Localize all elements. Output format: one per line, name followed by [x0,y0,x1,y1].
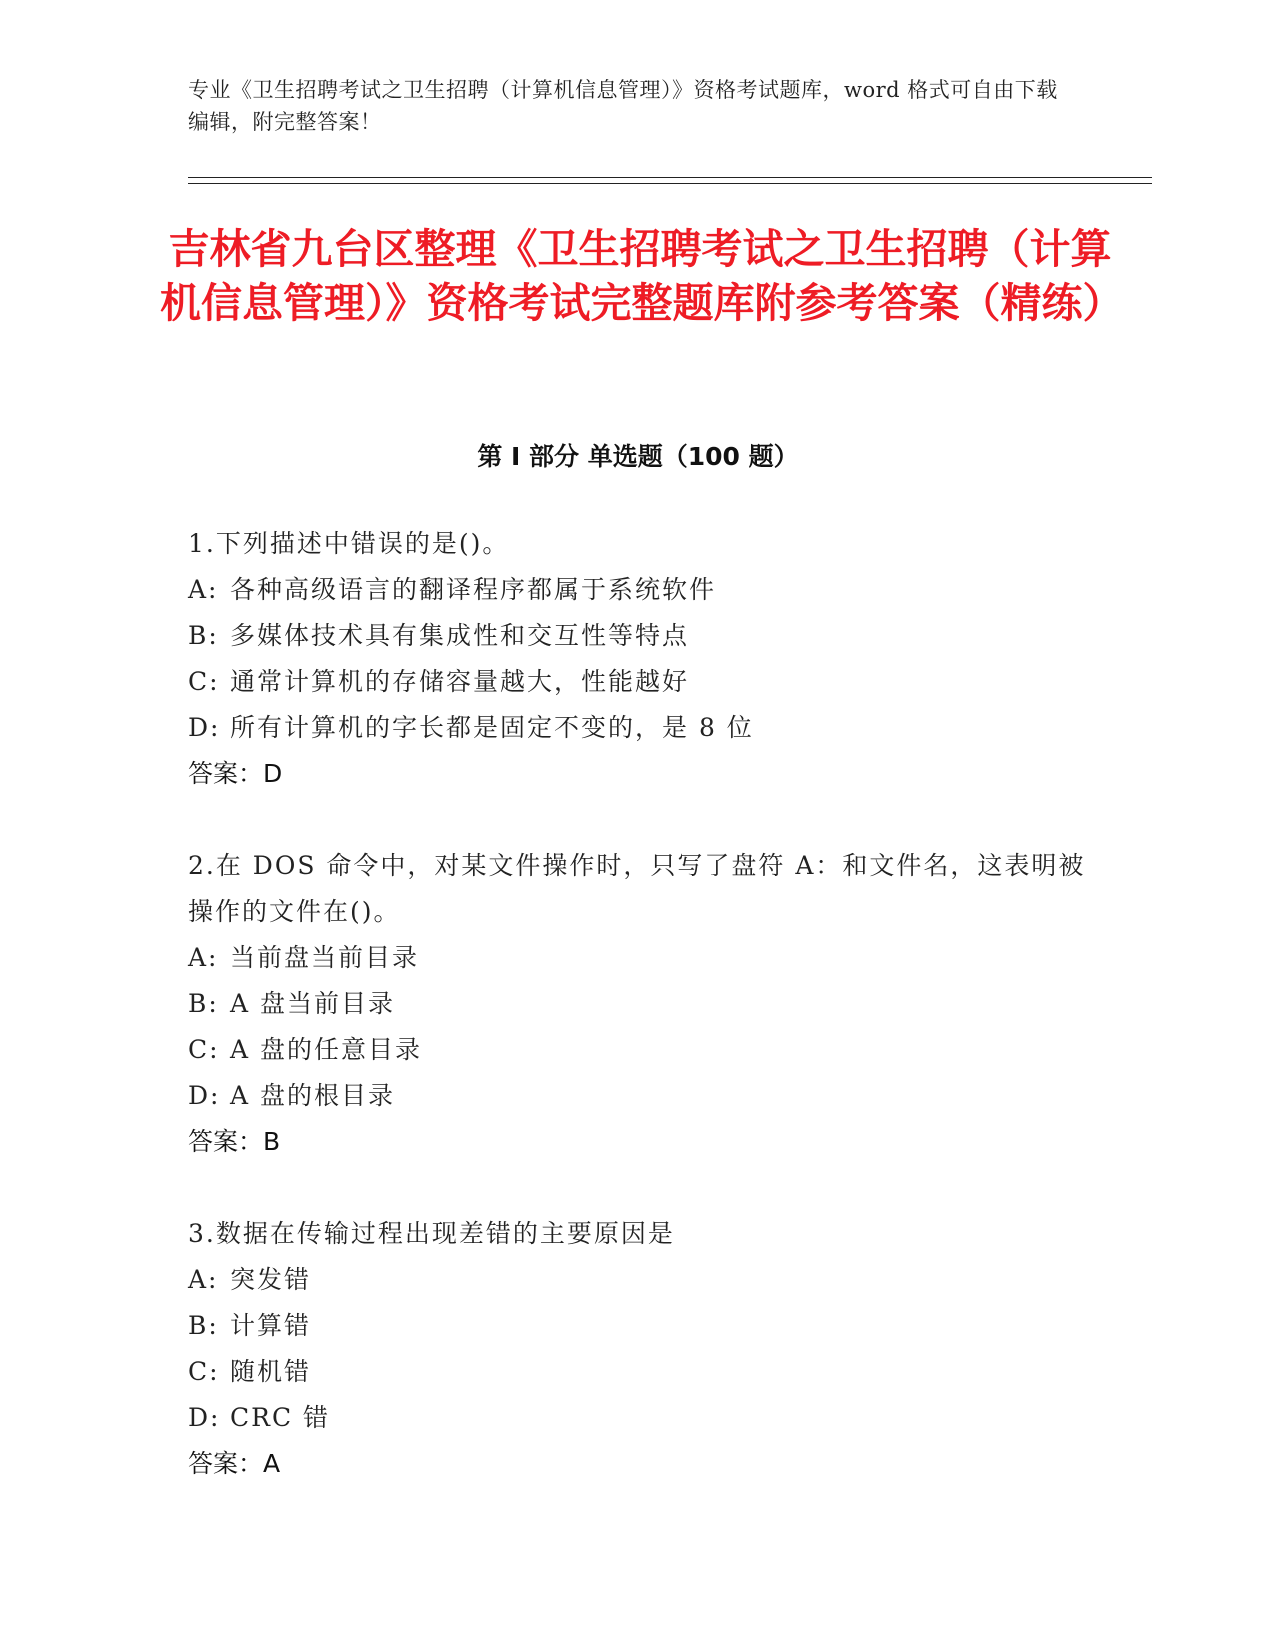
option-key: A: [188,575,219,604]
section-title: 第 I 部分 单选题（100 题） [477,442,799,471]
header-divider-bottom [188,183,1152,184]
option-b [188,613,1088,659]
option-text: 通常计算机的存储容量越大，性能越好 [230,667,690,696]
option-text: 随机错 [230,1357,312,1386]
option-text: A 盘当前目录 [230,989,396,1018]
option-text: 计算错 [230,1311,312,1340]
header-divider-top [188,177,1152,178]
option-d [188,1395,1088,1441]
question-2 [188,843,1088,1165]
question-1 [188,521,1088,797]
option-text: 所有计算机的字长都是固定不变的，是 8 位 [230,713,754,742]
option-key: B: [188,621,219,650]
question-3 [188,1211,1088,1487]
option-c [188,659,1088,705]
question-stem: 1.下列描述中错误的是()。 [188,529,510,558]
option-b [188,981,1088,1027]
option-d [188,705,1088,751]
option-key: C: [188,667,220,696]
question-list [188,521,1088,1533]
option-c [188,1349,1088,1395]
option-key: C: [188,1035,220,1064]
answer: 答案：B [188,1127,281,1156]
question-stem: 2.在 DOS 命令中，对某文件操作时，只写了盘符 A：和文件名，这表明被操作的文件在()。 [188,851,1086,926]
option-c [188,1027,1088,1073]
option-text: A 盘的任意目录 [230,1035,423,1064]
answer: 答案：D [188,759,283,788]
option-a [188,567,1088,613]
option-key: B: [188,989,219,1018]
option-key: A: [188,943,219,972]
option-text: 多媒体技术具有集成性和交互性等特点 [230,621,690,650]
header-note: 专业《卫生招聘考试之卫生招聘（计算机信息管理）》资格考试题库，word 格式可自由下载编辑，附完整答案！ [188,78,1058,134]
option-text: CRC 错 [230,1403,331,1432]
answer: 答案：A [188,1449,281,1478]
document-title: 吉林省九台区整理《卫生招聘考试之卫生招聘（计算机信息管理）》资格考试完整题库附参考答案（精练） [160,225,1124,327]
option-b [188,1303,1088,1349]
option-d [188,1073,1088,1119]
option-text: 突发错 [230,1265,312,1294]
option-key: D: [188,713,221,742]
option-key: D: [188,1081,221,1110]
option-key: D: [188,1403,221,1432]
option-a [188,1257,1088,1303]
option-key: B: [188,1311,219,1340]
question-stem: 3.数据在传输过程出现差错的主要原因是 [188,1219,675,1248]
option-a [188,935,1088,981]
option-key: C: [188,1357,220,1386]
option-text: A 盘的根目录 [230,1081,396,1110]
option-text: 当前盘当前目录 [230,943,420,972]
option-text: 各种高级语言的翻译程序都属于系统软件 [230,575,717,604]
option-key: A: [188,1265,219,1294]
